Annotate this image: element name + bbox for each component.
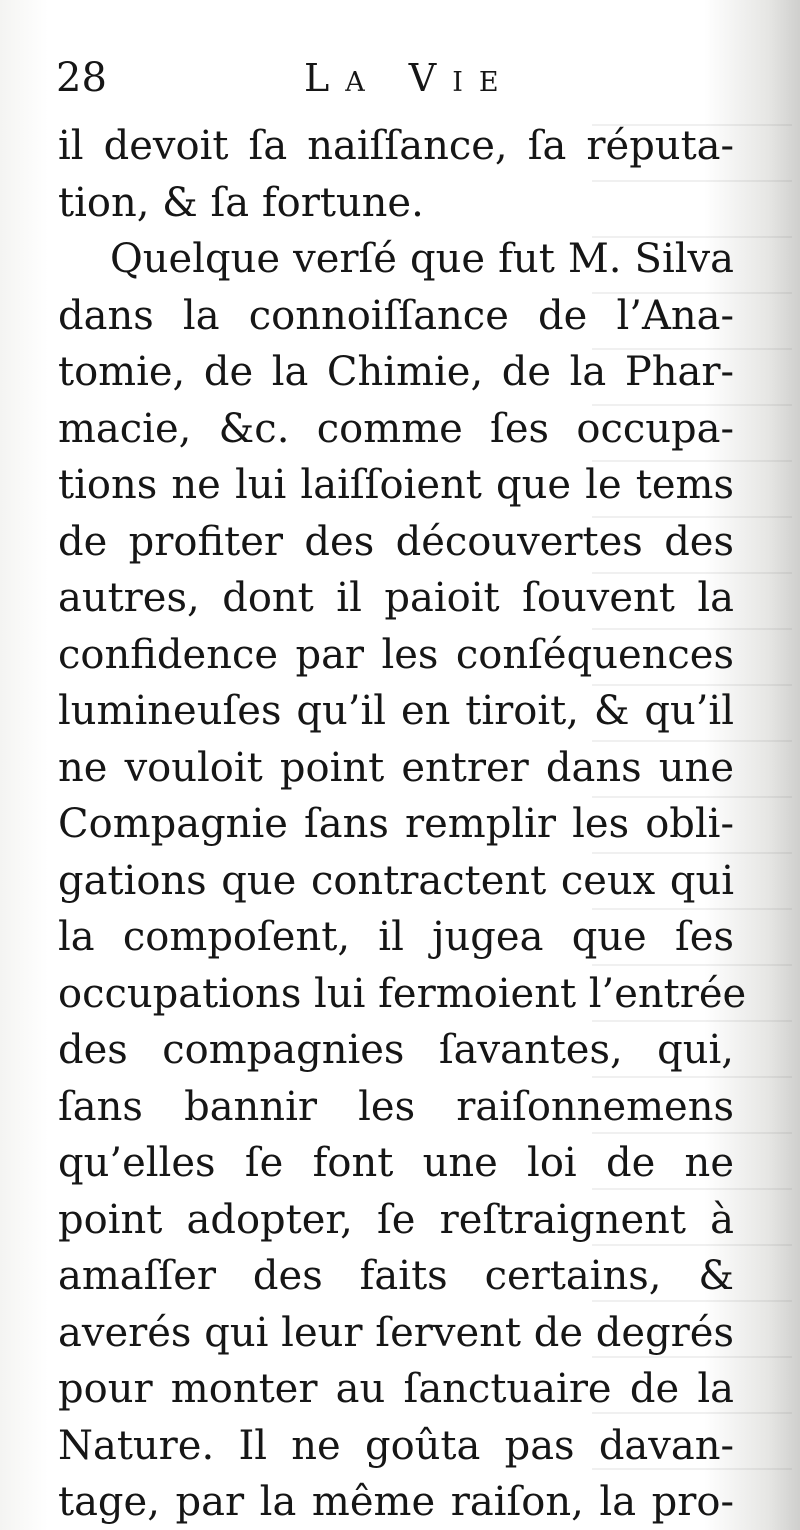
- text-line: ſans bannir les raiſonnemens: [58, 1083, 734, 1130]
- text-line: Compagnie ſans remplir les obli-: [58, 801, 734, 847]
- text-line: amaſſer des faits certains, &: [58, 1253, 734, 1299]
- text-line: la compoſent, il jugea que ſes: [58, 914, 734, 960]
- text-line: tage, par la même raiſon, la pro-: [58, 1479, 734, 1525]
- text-line: il devoit ſa naiſſance, ſa réputa-: [58, 123, 734, 169]
- text-line: point adopter, ſe reſtraignent à: [58, 1196, 734, 1243]
- text-line: Nature. Il ne goûta pas davan-: [58, 1422, 734, 1469]
- text-line: de profiter des découvertes des: [58, 518, 734, 565]
- page-number: 28: [56, 55, 107, 101]
- paragraph-first-line: Quelque verſé que fut M. Silva: [110, 236, 734, 282]
- text-line: des compagnies ſavantes, qui,: [58, 1027, 734, 1073]
- text-line: qu’elles ſe font une loi de ne: [58, 1140, 734, 1186]
- text-line: occupations lui fermoient l’entrée: [58, 970, 747, 1017]
- text-line: dans la connoiſſance de l’Ana-: [58, 292, 734, 339]
- text-line: lumineuſes qu’il en tiroit, & qu’il: [58, 688, 734, 734]
- body-text: [58, 118, 747, 1530]
- text-line: ne vouloit point entrer dans une: [58, 744, 734, 791]
- text-line: confidence par les conſéquences: [58, 631, 734, 678]
- text-line: averés qui leur ſervent de degrés: [58, 1309, 734, 1356]
- text-line: pour monter au ſanctuaire de la: [58, 1366, 734, 1412]
- text-line: macie, &c. comme ſes occupa-: [58, 405, 734, 452]
- page-header: [56, 48, 756, 108]
- text-line: tomie, de la Chimie, de la Phar-: [58, 349, 734, 395]
- text-line: autres, dont il paioit ſouvent la: [58, 575, 734, 621]
- text-line: tion, & ſa fortune.: [58, 179, 424, 226]
- text-line: gations que contractent ceux qui: [58, 857, 734, 904]
- text-line: tions ne lui laiſſoient que le tems: [58, 462, 734, 508]
- running-head: La Vie: [304, 56, 515, 100]
